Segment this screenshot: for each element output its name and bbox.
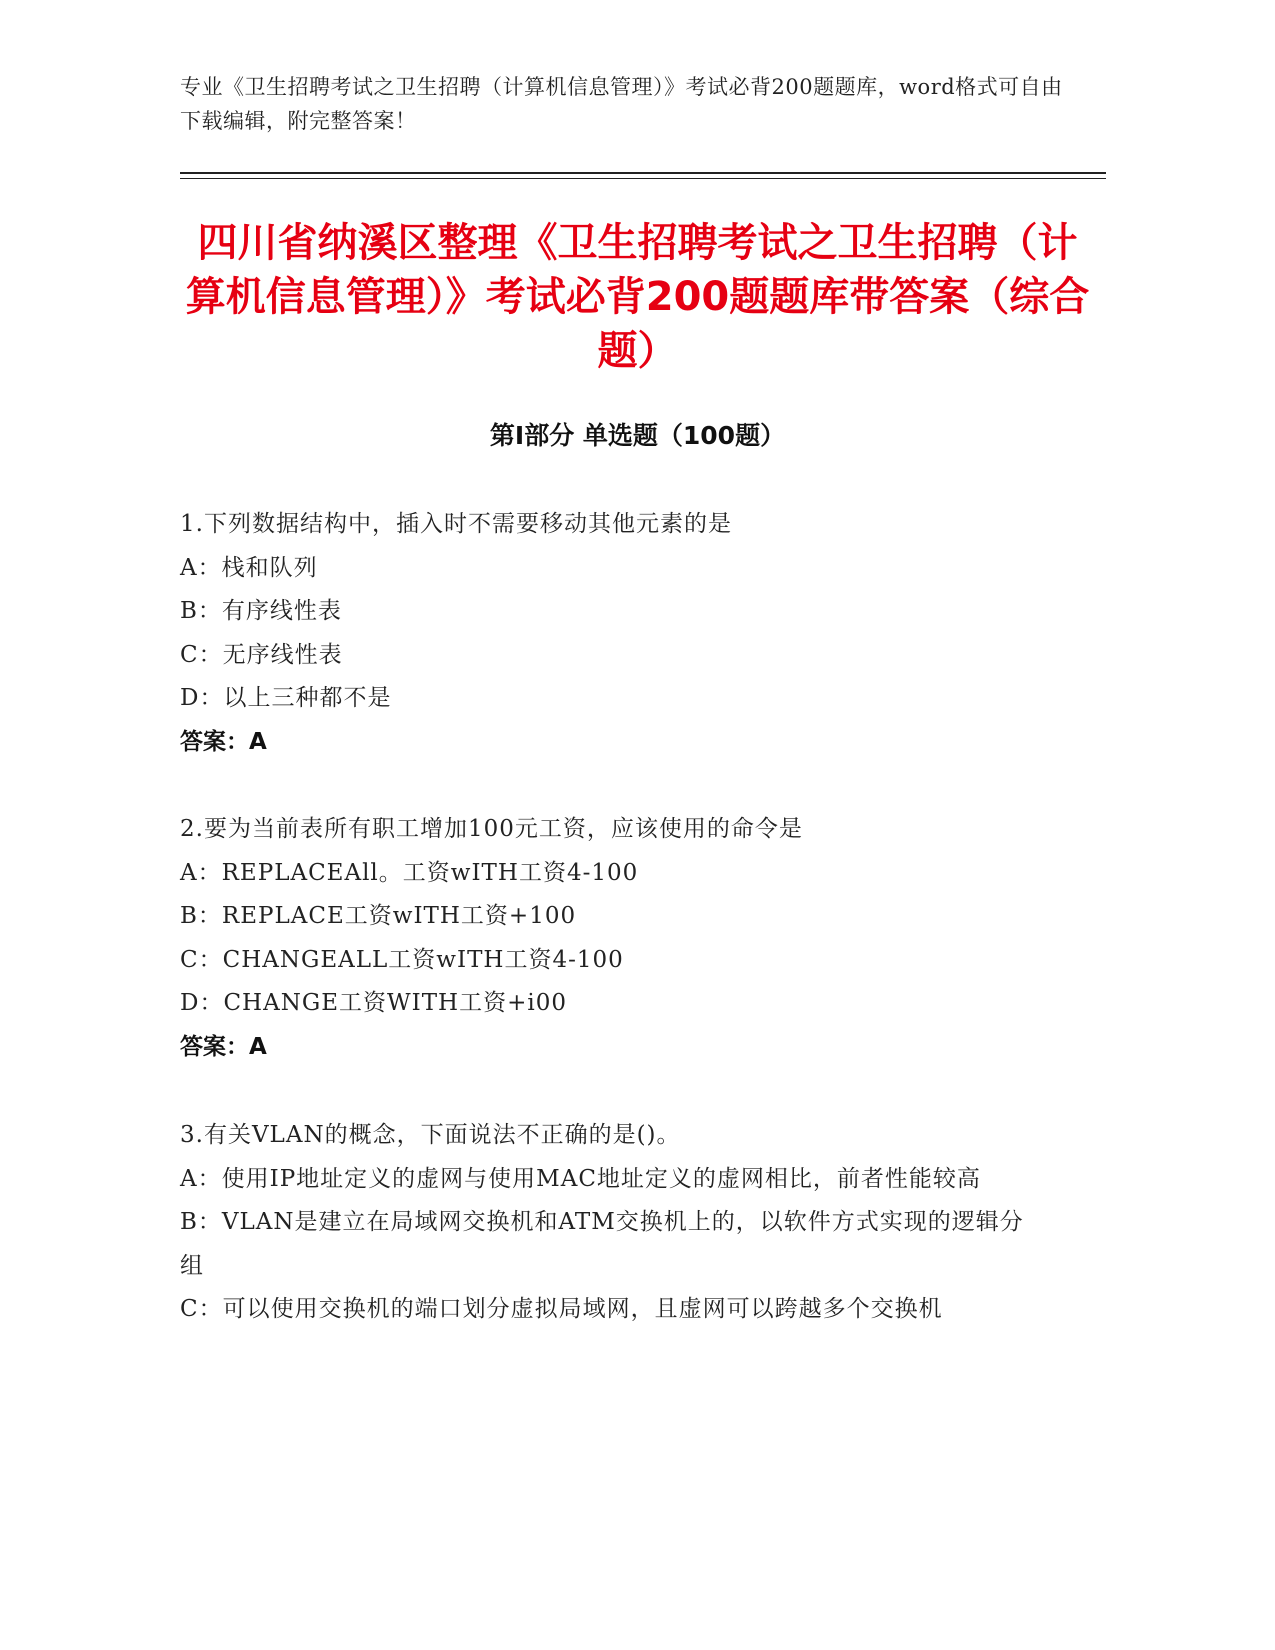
answer-label: 答案：A	[180, 1033, 267, 1060]
option-d: D：CHANGE工资WITH工资+i00	[180, 990, 568, 1016]
option-b: B：有序线性表	[180, 598, 342, 624]
option-c: C：无序线性表	[180, 641, 343, 668]
header-note: 专业《卫生招聘考试之卫生招聘（计算机信息管理）》考试必背200题题库，word格式可自由下载编辑，附完整答案！	[180, 75, 1063, 133]
option-b: B：REPLACE工资wITH工资+100	[180, 903, 577, 929]
question-3	[180, 1114, 1040, 1332]
document-title: 四川省纳溪区整理《卫生招聘考试之卫生招聘（计算机信息管理）》考试必背200题题库带答案（综合题）	[185, 220, 1090, 374]
option-b: B：VLAN是建立在局域网交换机和ATM交换机上的，以软件方式实现的逻辑分组	[180, 1209, 1024, 1279]
header-divider	[180, 172, 1106, 174]
question-stem: 2.要为当前表所有职工增加100元工资，应该使用的命令是	[180, 816, 803, 842]
option-c: C：CHANGEALL工资wITH工资4-100	[180, 946, 624, 973]
option-a: A：使用IP地址定义的虚网与使用MAC地址定义的虚网相比，前者性能较高	[180, 1165, 981, 1192]
option-a: A：栈和队列	[180, 554, 318, 581]
header-divider-thin	[180, 178, 1106, 179]
option-c: C：可以使用交换机的端口划分虚拟局域网，且虚网可以跨越多个交换机	[180, 1296, 943, 1322]
question-1	[180, 503, 1040, 764]
section-title: 第Ⅰ部分 单选题（100题）	[489, 421, 786, 450]
question-stem: 1.下列数据结构中，插入时不需要移动其他元素的是	[180, 511, 732, 537]
answer-label: 答案：A	[180, 728, 267, 755]
option-d: D：以上三种都不是	[180, 685, 392, 711]
question-stem: 3.有关VLAN的概念，下面说法不正确的是()。	[180, 1122, 681, 1148]
question-2	[180, 808, 1040, 1069]
option-a: A：REPLACEAll。工资wITH工资4-100	[180, 859, 639, 886]
